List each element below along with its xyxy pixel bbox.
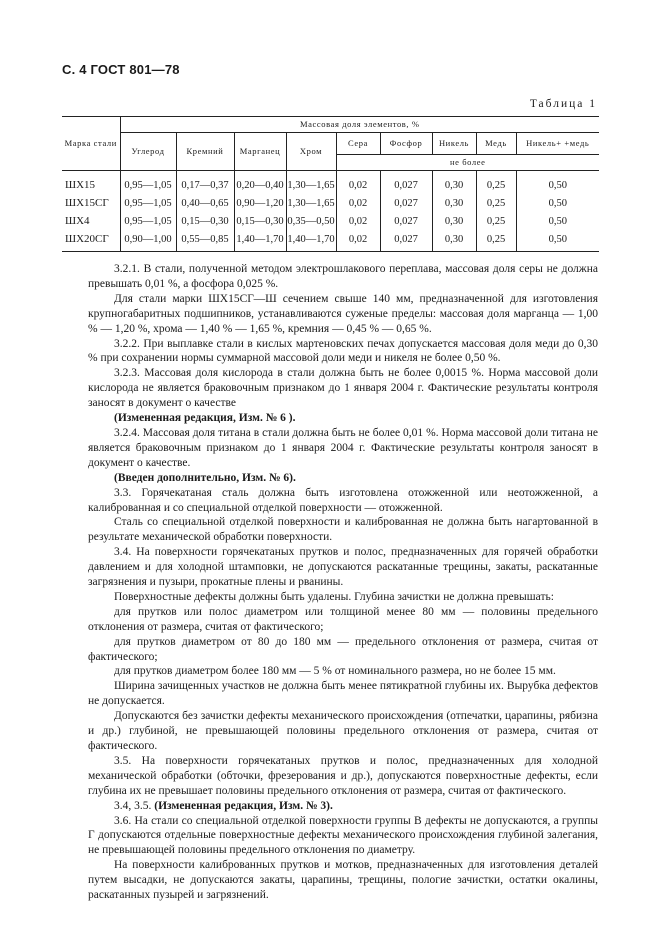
header-copper: Медь <box>476 133 516 155</box>
cell-grade: ШХ4 <box>62 212 120 230</box>
cell-sulfur: 0,02 <box>336 212 380 230</box>
header-nickel: Никель <box>432 133 476 155</box>
header-phosphorus: Фосфор <box>380 133 432 155</box>
cell-nickel-copper: 0,50 <box>516 171 599 195</box>
cell-silicon: 0,40—0,65 <box>176 194 234 212</box>
cell-copper: 0,25 <box>476 212 516 230</box>
amendment-note-3-text: (Измененная редакция, Изм. № 3). <box>154 799 333 812</box>
cell-copper: 0,25 <box>476 171 516 195</box>
cell-chromium: 1,30—1,65 <box>286 194 336 212</box>
table-row <box>62 171 599 195</box>
cell-chromium: 1,30—1,65 <box>286 171 336 195</box>
paragraph-less-80: для прутков или полос диаметром или толщиной менее 80 мм — половины предельного отклонения от размера, считая от фактического; <box>88 605 598 633</box>
cell-silicon: 0,55—0,85 <box>176 230 234 252</box>
header-silicon: Кремний <box>176 133 234 171</box>
header-grade: Марка стали <box>62 117 120 171</box>
introduced-note-6: (Введен дополнительно, Изм. № 6). <box>114 471 296 484</box>
cell-nickel-copper: 0,50 <box>516 230 599 252</box>
cell-grade: ШХ20СГ <box>62 230 120 252</box>
cell-carbon: 0,95—1,05 <box>120 194 176 212</box>
paragraph-large-bearings: Для стали марки ШХ15СГ—Ш сечением свыше 140 мм, предназначенной для изготовления крупногабаритных подшипников, устанавливаются суженые пределы: массовая доля марганца — 1,00 % — 1,20 %, хрома — 1,40 % — 1,65 %, кремния — 0,45 % — 0,65 %. <box>88 292 598 335</box>
cell-grade: ШХ15 <box>62 171 120 195</box>
composition-table <box>62 116 599 252</box>
cell-sulfur: 0,02 <box>336 230 380 252</box>
cell-carbon: 0,95—1,05 <box>120 171 176 195</box>
cell-nickel-copper: 0,50 <box>516 194 599 212</box>
paragraph-80-180: для прутков диаметром от 80 до 180 мм — предельного отклонения от размера, считая от фактического; <box>88 635 598 663</box>
cell-manganese: 0,90—1,20 <box>234 194 286 212</box>
paragraph-3-4: 3.4. На поверхности горячекатаных прутков и полос, предназначенных для горячей обработки давлением и для холодной штамповки, не допускаются раскатанные трещины, закаты, раскатанные загрязнения и пузыри, прокатные плены и рванины. <box>88 546 598 589</box>
cell-nickel: 0,30 <box>432 194 476 212</box>
paragraph-surface-finish: Сталь со специальной отделкой поверхности и калиброванная не должна быть нагартованной в результате механической обработки поверхности. <box>88 516 598 544</box>
amendment-note-3-number: 3.4, 3.5. <box>114 799 152 812</box>
cell-nickel: 0,30 <box>432 212 476 230</box>
paragraph-more-180: для прутков диаметром более 180 мм — 5 % от номинального размера, но не более 15 мм. <box>114 665 556 678</box>
cell-phosphorus: 0,027 <box>380 230 432 252</box>
cell-silicon: 0,15—0,30 <box>176 212 234 230</box>
paragraph-calibrated-bars: На поверхности калиброванных прутков и мотков, предназначенных для изготовления деталей путем высадки, не допускаются закаты, царапины, трещины, пологие зачистки, остатки окалины, раскатанных пузырей и загрязнений. <box>88 859 598 902</box>
cell-phosphorus: 0,027 <box>380 194 432 212</box>
page-header: С. 4 ГОСТ 801—78 <box>62 62 180 77</box>
cell-copper: 0,25 <box>476 194 516 212</box>
table-row <box>62 194 599 212</box>
cell-sulfur: 0,02 <box>336 194 380 212</box>
cell-chromium: 1,40—1,70 <box>286 230 336 252</box>
cell-silicon: 0,17—0,37 <box>176 171 234 195</box>
amendment-note-6: (Измененная редакция, Изм. № 6 ). <box>114 412 296 425</box>
cell-chromium: 0,35—0,50 <box>286 212 336 230</box>
paragraph-3-3: 3.3. Горячекатаная сталь должна быть изготовлена отожженной или неотожженной, а калиброванная и со специальной отделкой поверхности — отожженной. <box>88 486 598 514</box>
header-manganese: Марганец <box>234 133 286 171</box>
paragraph-3-2-2: 3.2.2. При выплавке стали в кислых мартеновских печах допускается массовая доля меди до 0,30 % при сохранении нормы суммарной массовой доли меди и никеля не более 0,50 %. <box>88 337 598 365</box>
body-text <box>88 262 598 903</box>
header-not-more: не более <box>336 155 599 171</box>
paragraph-3-5: 3.5. На поверхности горячекатаных прутков и полос, предназначенных для холодной механической обработки (обточки, фрезерования и др.), допускаются поверхностные дефекты, если глубина их не превышает половины предельного отклонения от размера, считая от фактического. <box>88 754 598 797</box>
amendment-note-3 <box>88 799 598 814</box>
cell-phosphorus: 0,027 <box>380 212 432 230</box>
paragraph-3-6: 3.6. На стали со специальной отделкой поверхности группы В дефекты не допускаются, а группы Г допускаются отдельные поверхностные дефекты механического происхождения глубиной залегания, не превышающей половины предельного отклонения по диаметру. <box>88 814 598 857</box>
cell-carbon: 0,95—1,05 <box>120 212 176 230</box>
table-row <box>62 212 599 230</box>
cell-nickel: 0,30 <box>432 171 476 195</box>
cell-carbon: 0,90—1,00 <box>120 230 176 252</box>
cell-grade: ШХ15СГ <box>62 194 120 212</box>
table-caption: Таблица 1 <box>529 98 597 110</box>
header-mass-fraction: Массовая доля элементов, % <box>120 117 599 133</box>
cell-copper: 0,25 <box>476 230 516 252</box>
paragraph-3-2-3: 3.2.3. Массовая доля кислорода в стали должна быть не более 0,0015 %. Норма массовой доли кислорода не является браковочным признаком до 1 января 2004 г. Фактические результаты контроля заносят в документ о качестве <box>88 367 598 410</box>
cell-phosphorus: 0,027 <box>380 171 432 195</box>
cell-nickel-copper: 0,50 <box>516 212 599 230</box>
cell-manganese: 1,40—1,70 <box>234 230 286 252</box>
cell-nickel: 0,30 <box>432 230 476 252</box>
header-carbon: Углерод <box>120 133 176 171</box>
cell-manganese: 0,15—0,30 <box>234 212 286 230</box>
table-row <box>62 230 599 252</box>
cell-manganese: 0,20—0,40 <box>234 171 286 195</box>
header-nickel-copper: Никель+ +медь <box>516 133 599 155</box>
paragraph-3-2-4: 3.2.4. Массовая доля титана в стали должна быть не более 0,01 %. Норма массовой доли титана не является браковочным признаком до 1 января 2004 г. Фактические результаты контроля заносят в документ о качестве. <box>88 426 598 469</box>
paragraph-defects-removal: Поверхностные дефекты должны быть удалены. Глубина зачистки не должна превышать: <box>114 590 554 603</box>
cell-sulfur: 0,02 <box>336 171 380 195</box>
header-chromium: Хром <box>286 133 336 171</box>
paragraph-3-2-1: 3.2.1. В стали, полученной методом электрошлакового переплава, массовая доля серы не должна превышать 0,01 %, а фосфора 0,025 %. <box>88 263 598 290</box>
paragraph-mechanical-defects: Допускаются без зачистки дефекты механического происхождения (отпечатки, царапины, рябизна и др.) глубиной, не превышающей половины предельного отклонения от размера, считая от фактического. <box>88 710 598 752</box>
paragraph-width: Ширина зачищенных участков не должна быть менее пятикратной глубины их. Вырубка дефектов не допускается. <box>88 680 598 708</box>
header-sulfur: Сера <box>336 133 380 155</box>
